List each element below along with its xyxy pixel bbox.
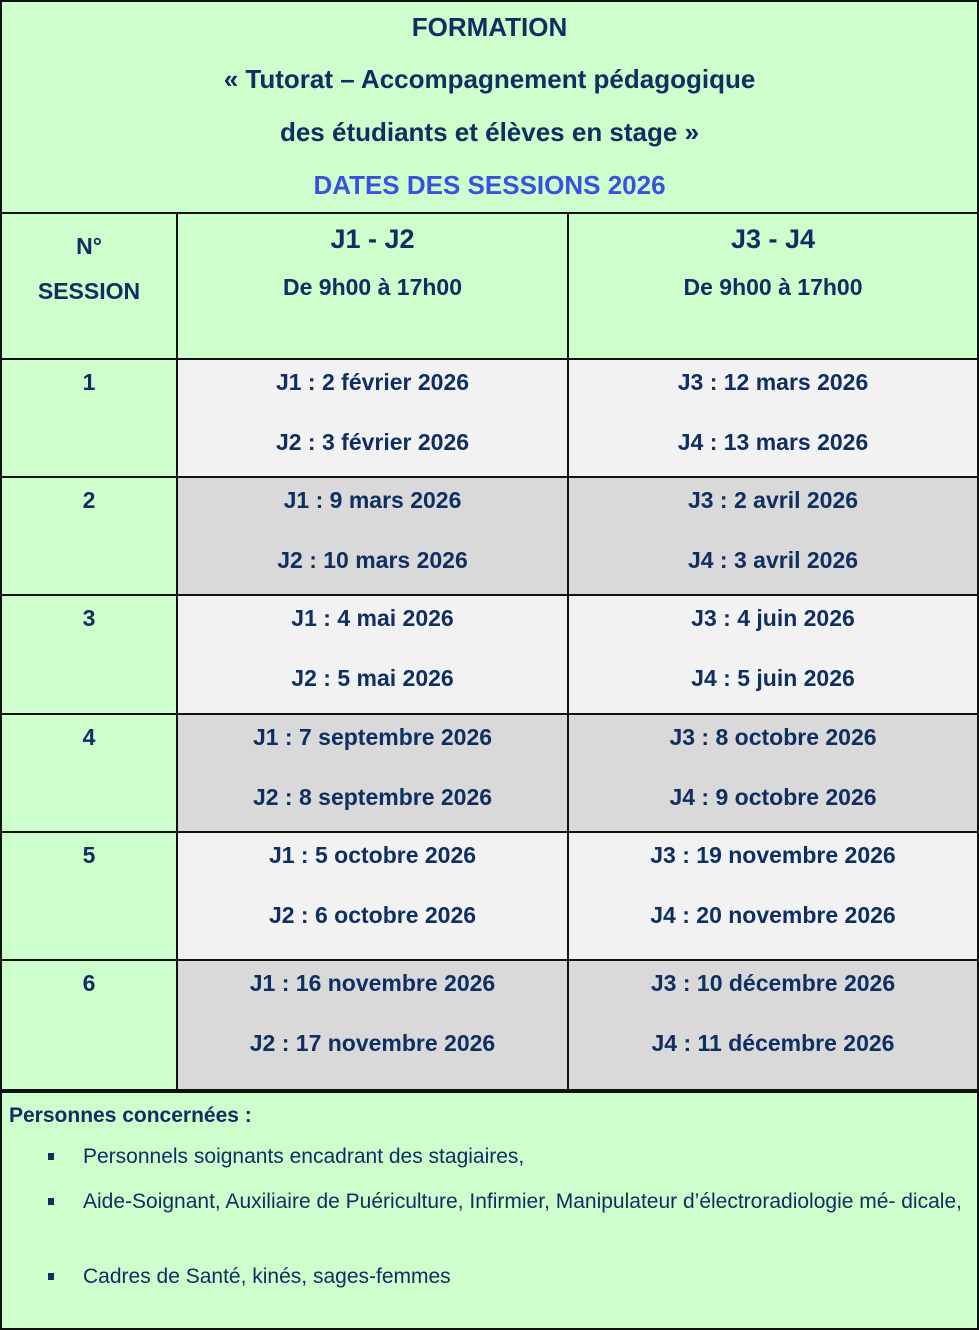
date-j1: J1 : 16 novembre 2026 bbox=[249, 970, 496, 996]
date-j4: J4 : 3 avril 2026 bbox=[687, 547, 859, 573]
date-j2: J2 : 6 octobre 2026 bbox=[268, 902, 477, 928]
header-j1-j2-title: J1 - J2 bbox=[330, 224, 415, 254]
session-j3-j4-dates bbox=[568, 359, 977, 477]
date-j4: J4 : 20 novembre 2026 bbox=[650, 902, 896, 928]
table-row bbox=[2, 714, 977, 832]
table-row bbox=[2, 960, 977, 1090]
date-j4: J4 : 5 juin 2026 bbox=[691, 665, 855, 691]
date-j4: J4 : 11 décembre 2026 bbox=[651, 1030, 895, 1056]
session-j1-j2-dates bbox=[177, 714, 568, 832]
date-j1: J1 : 2 février 2026 bbox=[275, 369, 470, 395]
list-item-text: Cadres de Santé, kinés, sages-femmes bbox=[83, 1265, 451, 1288]
list-item bbox=[48, 1141, 971, 1172]
date-j2: J2 : 5 mai 2026 bbox=[291, 665, 454, 691]
table-row bbox=[2, 477, 977, 595]
table-row bbox=[2, 595, 977, 714]
audience-section bbox=[2, 1091, 977, 1328]
date-j3: J3 : 19 novembre 2026 bbox=[650, 842, 896, 868]
table-row bbox=[2, 359, 977, 477]
date-j2: J2 : 3 février 2026 bbox=[275, 429, 470, 455]
date-j3: J3 : 12 mars 2026 bbox=[677, 369, 869, 395]
date-j2: J2 : 17 novembre 2026 bbox=[249, 1030, 496, 1056]
date-j2: J2 : 8 septembre 2026 bbox=[252, 784, 493, 810]
date-j1: J1 : 9 mars 2026 bbox=[283, 487, 462, 513]
header-j3-j4-hours: De 9h00 à 17h00 bbox=[683, 274, 863, 300]
square-bullet-icon bbox=[48, 1198, 54, 1205]
table-header-row bbox=[2, 214, 977, 359]
table-row bbox=[2, 832, 977, 960]
session-j3-j4-dates bbox=[568, 595, 977, 714]
date-j1: J1 : 5 octobre 2026 bbox=[268, 842, 477, 868]
session-j3-j4-dates bbox=[568, 960, 977, 1090]
title-session-dates: DATES DES SESSIONS 2026 bbox=[313, 170, 666, 200]
header-j1-j2-hours: De 9h00 à 17h00 bbox=[282, 274, 462, 300]
date-j4: J4 : 9 octobre 2026 bbox=[669, 784, 877, 810]
date-j1: J1 : 4 mai 2026 bbox=[291, 605, 454, 631]
list-item-text: Aide-Soignant, Auxiliaire de Puériculture, Infirmier, Manipulateur d’électroradiologie mé- dicale, bbox=[83, 1190, 962, 1213]
list-item-text: Personnels soignants encadrant des stagiaires, bbox=[83, 1145, 525, 1168]
title-course-line1: « Tutorat – Accompagnement pédagogique bbox=[223, 64, 756, 94]
session-j1-j2-dates bbox=[177, 359, 568, 477]
session-j1-j2-dates bbox=[177, 477, 568, 595]
date-j3: J3 : 4 juin 2026 bbox=[691, 605, 855, 631]
session-j1-j2-dates bbox=[177, 832, 568, 960]
date-j3: J3 : 2 avril 2026 bbox=[687, 487, 859, 513]
square-bullet-icon bbox=[48, 1153, 54, 1160]
session-number: 6 bbox=[2, 960, 177, 1090]
session-number: 1 bbox=[2, 359, 177, 477]
session-j3-j4-dates bbox=[568, 832, 977, 960]
sessions-table bbox=[2, 214, 977, 1091]
session-number: 5 bbox=[2, 832, 177, 960]
date-j3: J3 : 8 octobre 2026 bbox=[669, 724, 877, 750]
header-session-number bbox=[2, 214, 177, 359]
session-j1-j2-dates bbox=[177, 960, 568, 1090]
session-j1-j2-dates bbox=[177, 595, 568, 714]
title-formation: FORMATION bbox=[411, 12, 568, 42]
date-j3: J3 : 10 décembre 2026 bbox=[650, 970, 896, 996]
header-session-number-line2: SESSION bbox=[37, 278, 141, 304]
session-number: 2 bbox=[2, 477, 177, 595]
session-number: 4 bbox=[2, 714, 177, 832]
title-block bbox=[2, 2, 977, 214]
header-j3-j4-title: J3 - J4 bbox=[730, 224, 816, 254]
audience-title: Personnes concernées : bbox=[9, 1104, 252, 1127]
date-j1: J1 : 7 septembre 2026 bbox=[252, 724, 493, 750]
header-session-number-line1: N° bbox=[76, 233, 102, 259]
date-j2: J2 : 10 mars 2026 bbox=[277, 547, 468, 573]
list-item bbox=[48, 1186, 971, 1217]
session-j3-j4-dates bbox=[568, 477, 977, 595]
header-j3-j4 bbox=[568, 214, 977, 359]
title-course-line2: des étudiants et élèves en stage » bbox=[279, 117, 700, 147]
header-j1-j2 bbox=[177, 214, 568, 359]
list-item bbox=[48, 1261, 971, 1292]
session-number: 3 bbox=[2, 595, 177, 714]
square-bullet-icon bbox=[48, 1273, 54, 1280]
session-j3-j4-dates bbox=[568, 714, 977, 832]
date-j4: J4 : 13 mars 2026 bbox=[677, 429, 869, 455]
